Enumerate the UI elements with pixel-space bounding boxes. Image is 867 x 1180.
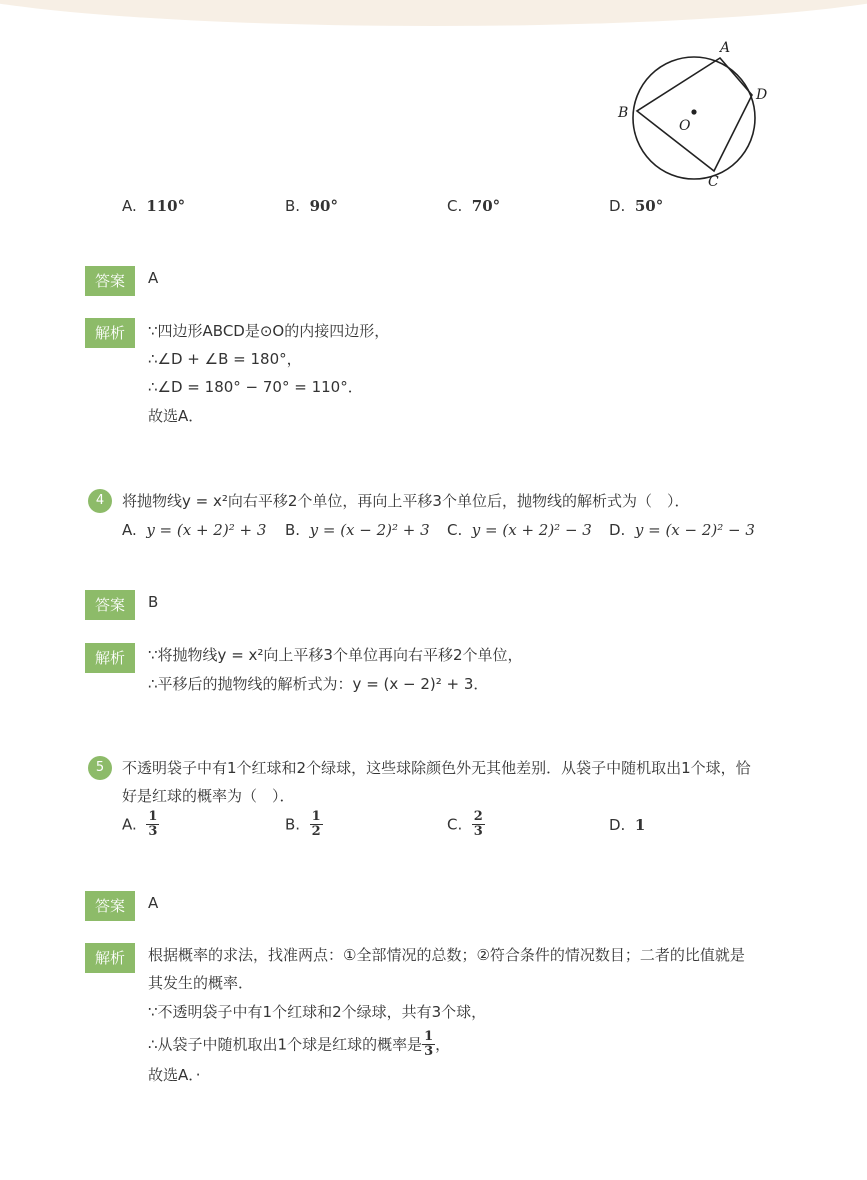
q4-option-d-value: y = (x − 2)² − 3: [634, 521, 755, 539]
q5-stem-line-2: 好是红球的概率为（ ）．: [122, 787, 295, 805]
q4-option-a-value: y = (x + 2)² + 3: [146, 521, 267, 539]
q4-option-c-letter: C.: [447, 521, 463, 539]
q5-option-b-numerator: 1: [311, 809, 321, 824]
q5-analysis-line-4: [148, 1026, 450, 1063]
q5-analysis-line-3: ∵不透明袋子中有1个红球和2个绿球，共有3个球，: [148, 1003, 487, 1021]
q3-option-c-value: 70°: [471, 197, 501, 215]
q5-option-c-letter: C.: [447, 815, 463, 834]
q3-option-b-letter: B.: [285, 197, 301, 215]
q3-option-a[interactable]: [122, 195, 185, 217]
page-top-band: [0, 0, 867, 26]
q5-analysis-tag: 解析: [85, 943, 135, 973]
q5-option-c-fraction: [472, 810, 485, 839]
q5-option-b-denominator: 2: [311, 824, 321, 839]
q4-analysis-line-1: ∵将抛物线y = x²向上平移3个单位再向右平移2个单位，: [148, 646, 523, 664]
q5-option-a-numerator: 1: [148, 809, 158, 824]
label-a: A: [720, 40, 731, 56]
q3-option-d[interactable]: [609, 195, 663, 217]
q4-option-d-letter: D.: [609, 521, 626, 539]
q4-answer-value: B: [148, 593, 159, 611]
q5-analysis-line-4-suffix: ，: [435, 1035, 451, 1054]
q3-option-b-value: 90°: [309, 197, 338, 215]
q4-option-b-value: y = (x − 2)² + 3: [309, 521, 430, 539]
q4-analysis-line-2: ∴平移后的抛物线的解析式为：y = (x − 2)² + 3．: [148, 675, 489, 693]
q5-stem-line-1: 不透明袋子中有1个红球和2个绿球，这些球除颜色外无其他差别．从袋子中随机取出1个球，恰: [122, 759, 751, 777]
q5-option-b[interactable]: [285, 810, 323, 839]
q3-option-d-value: 50°: [634, 197, 664, 215]
q5-option-d[interactable]: [609, 814, 645, 836]
q4-option-c-value: y = (x + 2)² − 3: [471, 521, 592, 539]
q5-analysis-line-5: 故选A．·: [148, 1066, 201, 1084]
q4-option-c[interactable]: [447, 519, 592, 541]
label-d: D: [756, 87, 768, 103]
q3-option-c[interactable]: [447, 195, 500, 217]
q5-option-a-denominator: 3: [148, 824, 158, 839]
q4-option-b[interactable]: [285, 519, 430, 541]
label-c: C: [708, 174, 719, 190]
q4-answer-tag: 答案: [85, 590, 135, 620]
q3-analysis-line-2: ∴∠D + ∠B = 180°，: [148, 350, 302, 368]
q4-number-badge: 4: [88, 489, 112, 513]
q4-option-d[interactable]: [609, 519, 755, 541]
q5-answer-value: A: [148, 894, 159, 912]
q5-option-d-value: 1: [634, 816, 646, 834]
q5-option-b-fraction: [310, 810, 323, 839]
q5-option-a-letter: A.: [122, 815, 137, 834]
q5-analysis-line-2: 其发生的概率．: [148, 974, 254, 992]
q5-option-a[interactable]: [122, 810, 159, 839]
q5-analysis-line-4-prefix: ∴从袋子中随机取出1个球是红球的概率是: [148, 1035, 423, 1054]
q3-analysis-line-1: ∵四边形ABCD是⊙O的内接四边形，: [148, 322, 390, 340]
q4-option-a-letter: A.: [122, 521, 137, 539]
q4-option-b-letter: B.: [285, 521, 301, 539]
q3-answer-value: A: [148, 269, 159, 287]
label-o: O: [679, 118, 691, 134]
inscribed-quadrilateral-figure: [610, 35, 780, 195]
q5-analysis-line-1: 根据概率的求法，找准两点：①全部情况的总数；②符合条件的情况数目；二者的比值就是: [148, 946, 745, 964]
q5-analysis-numerator: 1: [424, 1029, 434, 1044]
q5-option-c-numerator: 2: [473, 809, 483, 824]
q3-option-c-letter: C.: [447, 197, 463, 215]
q5-option-c[interactable]: [447, 810, 485, 839]
label-b: B: [618, 105, 629, 121]
q5-analysis-fraction: [422, 1030, 435, 1059]
q3-option-a-value: 110°: [146, 197, 186, 215]
q3-option-d-letter: D.: [609, 197, 626, 215]
q3-analysis-tag: 解析: [85, 318, 135, 348]
q5-option-c-denominator: 3: [473, 824, 483, 839]
q3-option-a-letter: A.: [122, 197, 137, 215]
q3-analysis-line-3: ∴∠D = 180° − 70° = 110°．: [148, 378, 363, 396]
q3-option-b[interactable]: [285, 195, 338, 217]
center-point-o: [691, 109, 696, 114]
q3-answer-tag: 答案: [85, 266, 135, 296]
q4-option-a[interactable]: [122, 519, 266, 541]
q5-option-a-fraction: [146, 810, 159, 839]
q5-option-d-letter: D.: [609, 816, 626, 834]
q4-stem: 将抛物线y = x²向右平移2个单位，再向上平移3个单位后，抛物线的解析式为（ ）．: [122, 492, 690, 510]
q4-analysis-tag: 解析: [85, 643, 135, 673]
q5-option-b-letter: B.: [285, 815, 301, 834]
q5-number-badge: 5: [88, 756, 112, 780]
q3-analysis-line-4: 故选A．: [148, 407, 204, 425]
q5-answer-tag: 答案: [85, 891, 135, 921]
q5-analysis-denominator: 3: [424, 1044, 434, 1059]
